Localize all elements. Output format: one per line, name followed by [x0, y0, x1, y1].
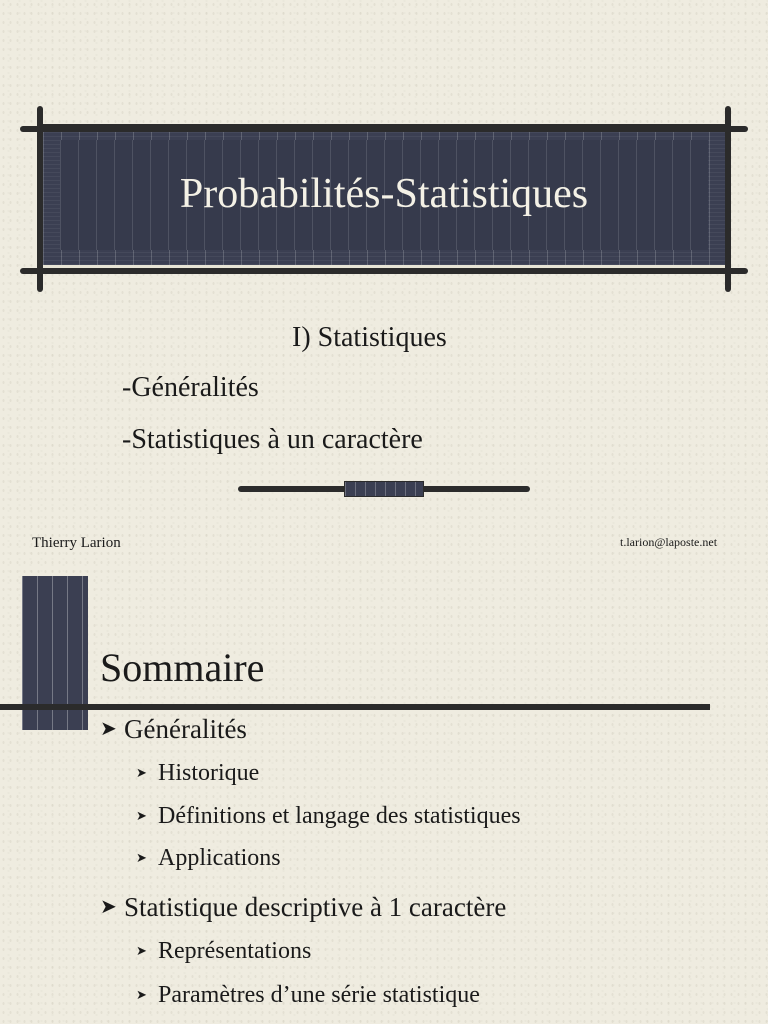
item-label: Représentations [158, 938, 312, 964]
outline-section [100, 714, 247, 745]
outline-item [136, 803, 521, 830]
item-label: Définitions et langage des statistiques [158, 803, 521, 829]
arrowhead-bullet-icon: ➤ [100, 718, 117, 740]
heading-rule [0, 704, 710, 710]
item-label: Paramètres d’une série statistique [158, 982, 480, 1008]
subtitle-heading: I) Statistiques [292, 322, 447, 353]
slide-heading: Sommaire [100, 645, 265, 690]
arrowhead-bullet-icon: ➤ [136, 987, 147, 1002]
footer-email: t.larion@laposte.net [620, 535, 718, 549]
outline-item [136, 938, 311, 965]
outline-item [136, 760, 259, 787]
arrowhead-bullet-icon: ➤ [136, 850, 147, 865]
outline-section [100, 892, 506, 923]
item-label: Applications [158, 845, 281, 871]
subtitle-item: -Statistiques à un caractère [122, 424, 423, 455]
section-label: Statistique descriptive à 1 caractère [124, 892, 507, 922]
slide-title: Probabilités-Statistiques [179, 171, 589, 217]
item-label: Historique [158, 760, 260, 786]
arrowhead-bullet-icon: ➤ [100, 896, 117, 918]
arrowhead-bullet-icon: ➤ [136, 943, 147, 958]
footer-author: Thierry Larion [32, 535, 121, 551]
arrowhead-bullet-icon: ➤ [136, 765, 147, 780]
outline-item [136, 845, 281, 872]
section-label: Généralités [124, 714, 247, 744]
outline-item [136, 982, 480, 1009]
arrowhead-bullet-icon: ➤ [136, 808, 147, 823]
subtitle-item: -Généralités [122, 372, 259, 403]
title-frame-bottom-bar [20, 268, 748, 274]
title-frame-top-bar [20, 126, 748, 132]
divider-ornament [344, 481, 424, 497]
